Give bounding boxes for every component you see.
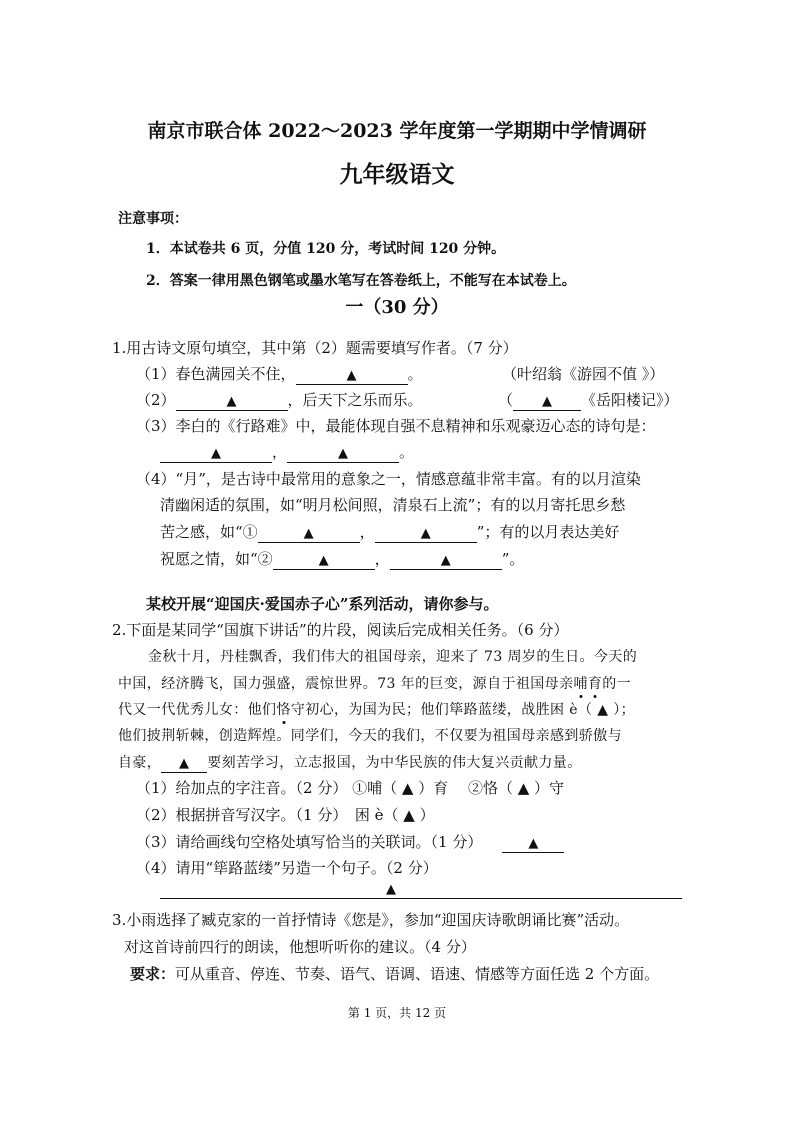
q1-part2-num: （2） [136, 391, 176, 409]
q2-paragraph-line3: 代又一代优秀儿女：他们恪守初心，为国为民；他们筚路蓝缕，战胜困 è（ ▲ ）； [118, 702, 636, 718]
author-blank: ▲ [513, 392, 581, 411]
answer-blank: ▲ [375, 524, 477, 543]
dotted-char: 哺 [573, 676, 588, 692]
q3-requirement [130, 963, 659, 984]
notice-heading: 注意事项： [118, 211, 188, 227]
q2-sub2: （2）根据拼音写汉字。（1 分） 困 è（ ▲ ） [136, 806, 435, 824]
page-number: 第 1 页，共 12 页 [347, 1006, 447, 1020]
q1-part4-line4: 祝愿之情，如“② ▲ ， ▲ ”。 [160, 550, 525, 568]
q2-sub1: （1）给加点的字注音。（2 分） ①哺（ ▲ ）育 ②恪（ ▲ ）守 [136, 779, 565, 797]
q3-stem-line1: 3.小雨选择了臧克家的一首抒情诗《您是》，参加“迎国庆诗歌朗诵比赛”活动。 [112, 911, 630, 929]
q1-part4-line2: 清幽闲适的氛围，如“明月松间照，清泉石上流”；有的以月寄托思乡愁 [160, 496, 626, 514]
q1-part1 [136, 363, 423, 385]
q2-paragraph-line4: 他们披荆斩棘，创造辉煌。同学们，今天的我们，不仅要为祖国母亲感到骄傲与 [118, 728, 622, 744]
q2-paragraph-line1: 金秋十月，丹桂飘香，我们伟大的祖国母亲，迎来了 73 周岁的生日。今天的 [148, 649, 638, 665]
q1-part2-text: ，后天下之乐而乐。 [287, 391, 423, 409]
activity-intro: 某校开展“迎国庆·爱国赤子心”系列活动，请你参与。 [146, 595, 499, 613]
answer-blank: ▲ [176, 392, 288, 411]
answer-blank: ▲ [390, 551, 502, 570]
q1-stem: 1.用古诗文原句填空，其中第（2）题需要填写作者。（7 分） [112, 339, 518, 357]
requirement-text: 可从重音、停连、节奏、语气、语调、语速、情感等方面任选 2 个方面。 [175, 965, 660, 983]
notice-item-1: 1．本试卷共 6 页，分值 120 分，考试时间 120 分钟。 [146, 241, 506, 257]
answer-blank: ▲ [258, 524, 360, 543]
q1-part4-line1: （4）“月”，是古诗中最常用的意象之一，情感意蕴非常丰富。有的以月渲染 [136, 470, 641, 488]
answer-line [160, 898, 682, 899]
q1-part4-line3: 苦之感，如“① ▲ ， ▲ ”；有的以月表达美好 [160, 523, 620, 541]
answer-blank: ▲ [287, 444, 399, 463]
answer-blank: ▲ [296, 366, 408, 385]
answer-blank: ▲ [273, 551, 375, 570]
answer-blank: ▲ [502, 834, 564, 853]
exam-title: 南京市联合体 2022～2023 学年度第一学期期中学情调研 [147, 120, 647, 142]
q1-part1-end: 。 [407, 365, 423, 383]
q2-stem: 2.下面是某同学“国旗下讲话”的片段，阅读后完成相关任务。（6 分） [112, 621, 569, 639]
subject-title: 九年级语文 [339, 161, 455, 188]
dotted-char: 恪 [276, 702, 291, 718]
dotted-char: 育 [587, 676, 603, 692]
q3-stem-line2: 对这首诗前四行的朗读，他想听听你的建议。（4 分） [124, 938, 476, 956]
q1-part3: （3）李白的《行路难》中，最能体现自强不息精神和乐观豪迈心态的诗句是： [136, 417, 656, 435]
q1-part2 [136, 389, 423, 411]
q2-paragraph-line5: 自豪， ▲ 要刻苦学习，立志报国，为中华民族的伟大复兴贡献力量。 [118, 755, 582, 771]
q1-part3-answer: ▲ ， ▲ 。 [160, 441, 414, 463]
notice-item-2: 2．答案一律用黑色钢笔或墨水笔写在答卷纸上，不能写在本试卷上。 [146, 273, 576, 289]
section-heading: 一（30 分） [345, 297, 449, 318]
answer-blank: ▲ [161, 756, 207, 773]
q1-part1-text: （1）春色满园关不住， [136, 365, 296, 383]
answer-blank: ▲ [160, 444, 272, 463]
q2-paragraph-line2: 中国，经济腾飞，国力强盛，震惊世界。73 年的巨变，源自于祖国母亲哺育的一 [118, 676, 632, 692]
q1-part1-source: （叶绍翁《游园不值 》） [502, 365, 665, 383]
requirement-label: 要求： [130, 965, 176, 983]
answer-marker: ▲ [386, 882, 396, 897]
q2-sub3: （3）请给画线句空格处填写恰当的关联词。（1 分） ▲ [136, 831, 564, 853]
q1-part2-source: （ ▲ 《岳阳楼记》） [498, 391, 679, 409]
q2-sub4: （4）请用“筚路蓝缕”另造一个句子。（2 分） [136, 859, 438, 877]
